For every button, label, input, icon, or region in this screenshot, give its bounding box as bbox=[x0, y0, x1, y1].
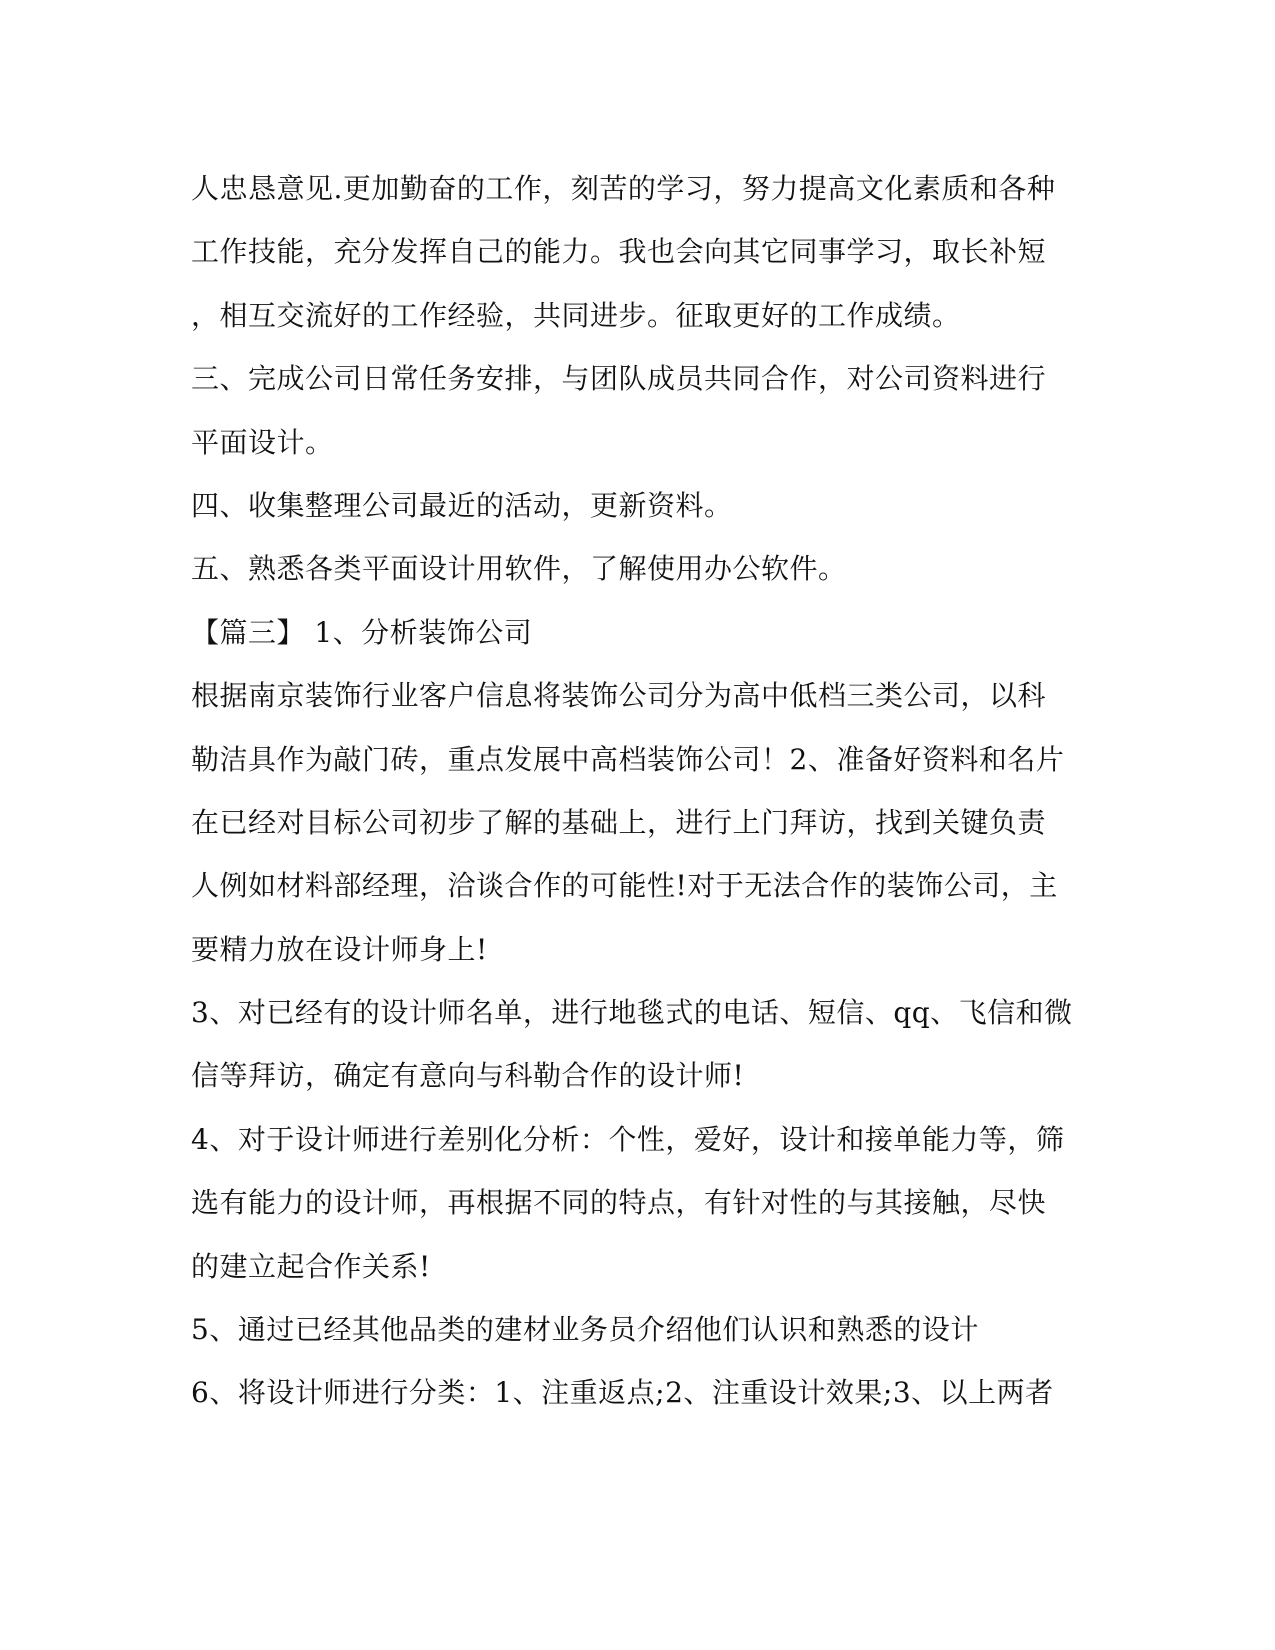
text-line: 5、通过已经其他品类的建材业务员介绍他们认识和熟悉的设计 bbox=[191, 1313, 979, 1347]
text-line: 人忠恳意见.更加勤奋的工作，刻苦的学习，努力提高文化素质和各种 bbox=[191, 172, 1056, 205]
text-line: 平面设计。 bbox=[191, 425, 334, 459]
text-line: 人例如材料部经理，洽谈合作的可能性!对于无法合作的装饰公司，主 bbox=[191, 869, 1058, 903]
section-heading: 【篇三】 1、分析装饰公司 bbox=[191, 615, 533, 649]
text-line: 四、收集整理公司最近的活动，更新资料。 bbox=[191, 488, 733, 522]
text-line: 在已经对目标公司初步了解的基础上，进行上门拜访，找到关键负责 bbox=[191, 805, 1047, 839]
document-body bbox=[191, 157, 1091, 1425]
text-line: 4、对于设计师进行差别化分析：个性，爱好，设计和接单能力等，筛 bbox=[191, 1122, 1065, 1156]
text-line: 6、将设计师进行分类：1、注重返点;2、注重设计效果;3、以上两者 bbox=[191, 1376, 1054, 1410]
text-line: 要精力放在设计师身上! bbox=[191, 932, 488, 966]
text-line: 的建立起合作关系! bbox=[191, 1249, 431, 1283]
text-line: 根据南京装饰行业客户信息将装饰公司分为高中低档三类公司，以科 bbox=[191, 679, 1047, 713]
text-line: 三、完成公司日常任务安排，与团队成员共同合作，对公司资料进行 bbox=[191, 362, 1047, 396]
text-line: 选有能力的设计师，再根据不同的特点，有针对性的与其接触，尽快 bbox=[191, 1186, 1047, 1220]
text-line: 五、熟悉各类平面设计用软件，了解使用办公软件。 bbox=[191, 552, 847, 586]
text-line: 信等拜访，确定有意向与科勒合作的设计师! bbox=[191, 1059, 745, 1093]
text-line: 勒洁具作为敲门砖，重点发展中高档装饰公司！2、准备好资料和名片 bbox=[191, 742, 1065, 776]
text-line: 3、对已经有的设计师名单，进行地毯式的电话、短信、qq、飞信和微 bbox=[191, 996, 1073, 1030]
text-line: 工作技能，充分发挥自己的能力。我也会向其它同事学习，取长补短 bbox=[191, 235, 1047, 269]
text-line: ，相互交流好的工作经验，共同进步。征取更好的工作成绩。 bbox=[191, 298, 961, 332]
